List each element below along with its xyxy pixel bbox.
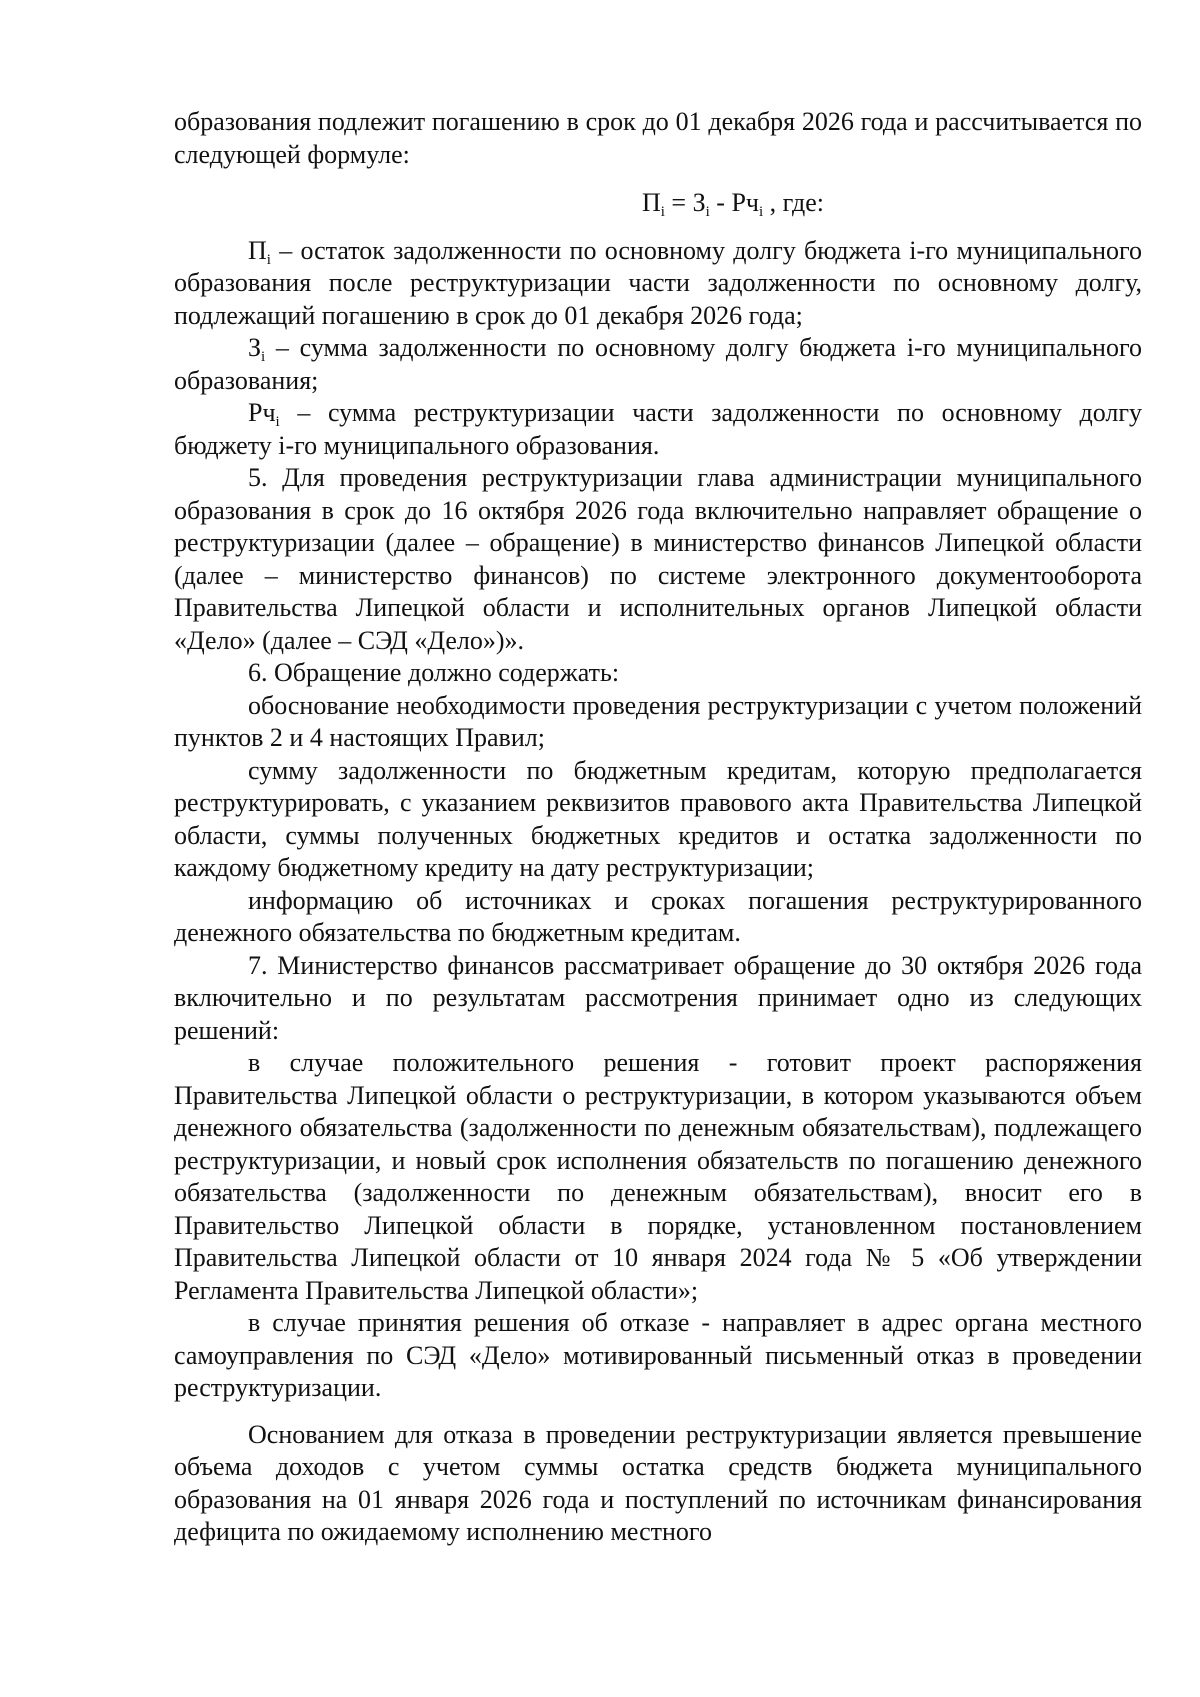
paragraph-7-item-positive: в случае положительного решения - готовит проект распоряжения Правительства Липецкой области о реструктуризации, в котором указываются объем денежного обязательства (задолженности по денежным обязательствам), подлежащего реструктуризации, и новый срок исполнения обязательств по погашению денежного обязательства (задолженности по денежным обязательствам), вносит его в Правительство Липецкой области в порядке, установленном постановлением Правительства Липецкой области от 10 января 2024 года № 5 «Об утверждении Регламента Правительства Липецкой области»; [174, 1048, 1142, 1305]
paragraph-6-item-debt-amount: сумму задолженности по бюджетным кредитам, которую предполагается реструктурировать, с указанием реквизитов правового акта Правительства Липецкой области, суммы полученных бюджетных кредитов и остатка задолженности по каждому бюджетному кредиту на дату реструктуризации; [174, 755, 1142, 882]
definition-p-subscript: i [266, 251, 271, 268]
paragraph-7: 7. Министерство финансов рассматривает обращение до 30 октября 2026 года включительно и по результатам рассмотрения принимает одно из следующих решений: [174, 950, 1142, 1045]
paragraph-refusal-grounds: Основанием для отказа в проведении реструктуризации является превышение объема доходов с учетом суммы остатка средств бюджета муниципального образования на 01 января 2026 года и поступлений по источникам финансирования дефицита по ожидаемому исполнению местного [174, 1419, 1142, 1546]
definition-r-subscript: i [275, 414, 280, 430]
formula-r-symbol: Рч [731, 188, 759, 217]
definition-r [174, 397, 1142, 462]
formula-z-subscript: i [705, 204, 710, 220]
definition-p-symbol: П [248, 235, 267, 265]
definition-p-text: – остаток задолженности по основному долгу бюджета i-го муниципального образования после реструктуризации части задолженности по основному долгу, подлежащий погашению в срок до 01 декабря 2026 года; [174, 235, 1142, 330]
definition-z-symbol: З [248, 333, 262, 362]
formula-equals: = [664, 188, 693, 217]
definition-z [174, 332, 1142, 397]
formula-tail: , где: [763, 188, 825, 217]
paragraph-intro: образования подлежит погашению в срок до 01 декабря 2026 года и рассчитывается по следующей формуле: [174, 107, 1142, 169]
definition-r-symbol: Рч [248, 398, 276, 427]
paragraph-6: 6. Обращение должно содержать: [248, 658, 620, 687]
formula-p-symbol: П [641, 188, 661, 217]
paragraph-5: 5. Для проведения реструктуризации глава администрации муниципального образования в срок до 16 октября 2026 года включительно направляет обращение о реструктуризации (далее – обращение) в министерство финансов Липецкой области (далее – министерство финансов) по системе электронного документооборота Правительства Липецкой области и исполнительных органов Липецкой области «Дело» (далее – СЭД «Дело»)». [174, 463, 1142, 655]
definition-r-text: – сумма реструктуризации части задолженности по основному долгу бюджету i-го муниципального образования. [174, 398, 1142, 460]
paragraph-7-item-refusal: в случае принятия решения об отказе - направляет в адрес органа местного самоуправления по СЭД «Дело» мотивированный письменный отказ в проведении реструктуризации. [174, 1308, 1142, 1402]
formula [174, 187, 1142, 220]
formula-r-subscript: i [759, 204, 764, 220]
definition-z-text: – сумма задолженности по основному долгу бюджета i-го муниципального образования; [174, 333, 1142, 395]
paragraph-6-item-justification: обоснование необходимости проведения реструктуризации с учетом положений пунктов 2 и 4 настоящих Правил; [174, 690, 1142, 752]
paragraph-6-item-sources: информацию об источниках и сроках погашения реструктурированного денежного обязательства по бюджетным кредитам. [174, 885, 1142, 947]
definition-p [174, 235, 1142, 333]
definition-z-subscript: i [261, 349, 266, 365]
formula-minus: - [709, 188, 732, 217]
formula-z-symbol: З [692, 188, 706, 217]
formula-p-subscript: i [660, 204, 665, 220]
document-page [174, 106, 1142, 1549]
